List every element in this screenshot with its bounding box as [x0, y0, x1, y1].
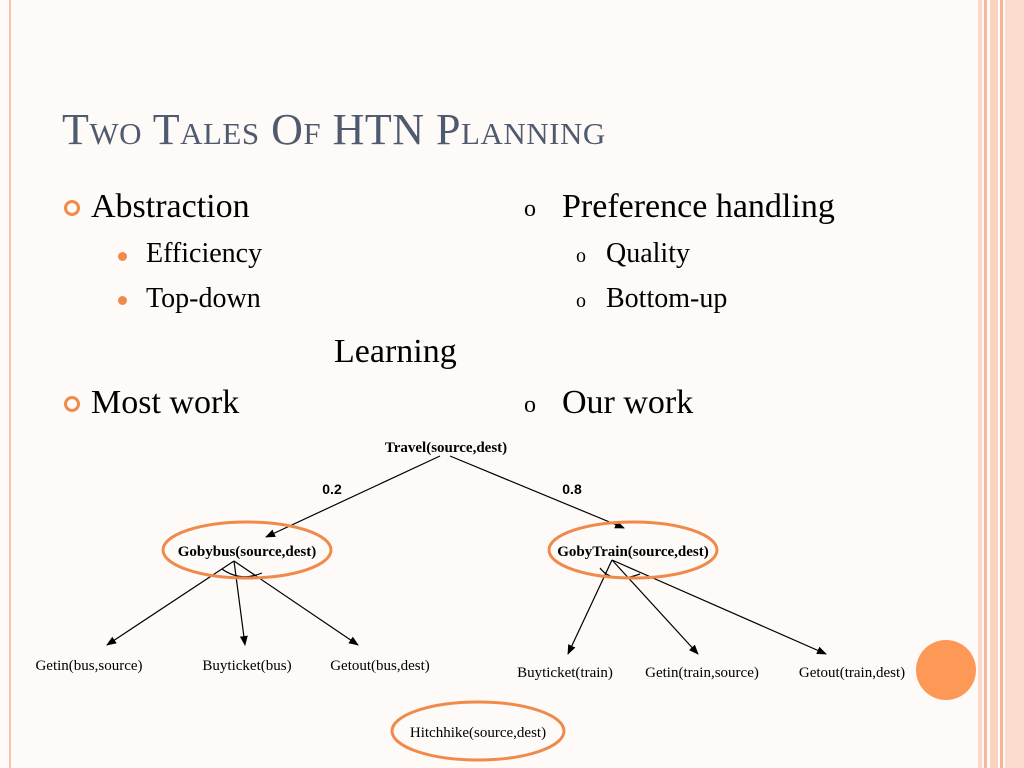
- top-down-item: Top-down: [146, 283, 261, 314]
- quality-item: Quality: [606, 238, 690, 269]
- efficiency-item: Efficiency: [146, 238, 263, 269]
- bullet-o-icon: o: [576, 290, 586, 312]
- edge-train-getin: [612, 560, 698, 654]
- getin-train-label: Getin(train,source): [645, 665, 759, 681]
- buyticket-train-label: Buyticket(train): [517, 665, 613, 681]
- right-probability-label: 0.8: [562, 481, 582, 497]
- abstraction-item: Abstraction: [91, 188, 250, 225]
- bullet-o-icon: o: [524, 392, 536, 418]
- edge-bus-getin: [107, 561, 234, 645]
- decorative-orange-circle: [916, 640, 976, 700]
- slide-title: Two Tales Of HTN Planning: [62, 105, 606, 154]
- preference-handling-item: Preference handling: [562, 188, 835, 225]
- edge-root-to-train: [450, 456, 624, 528]
- hitchhike-label: Hitchhike(source,dest): [409, 725, 547, 741]
- getin-bus-label: Getin(bus,source): [35, 658, 143, 674]
- gobytrain-method-label: GobyTrain(source,dest): [557, 544, 709, 560]
- edge-bus-buyticket: [234, 561, 245, 645]
- gobybus-method-label: Gobybus(source,dest): [177, 544, 317, 560]
- bullet-o-icon: o: [576, 245, 586, 267]
- buyticket-bus-label: Buyticket(bus): [202, 658, 292, 674]
- our-work-item: Our work: [562, 384, 694, 421]
- getout-bus-label: Getout(bus,dest): [330, 658, 430, 674]
- bottom-up-item: Bottom-up: [606, 283, 728, 314]
- learning-label: Learning: [334, 333, 457, 370]
- bus-and-arc: [222, 569, 262, 577]
- edge-train-getout: [612, 560, 826, 654]
- left-probability-label: 0.2: [322, 481, 342, 497]
- root-task-label: Travel(source,dest): [384, 440, 508, 456]
- bullet-o-icon: o: [524, 196, 536, 222]
- most-work-item: Most work: [91, 384, 240, 421]
- getout-train-label: Getout(train,dest): [798, 665, 906, 681]
